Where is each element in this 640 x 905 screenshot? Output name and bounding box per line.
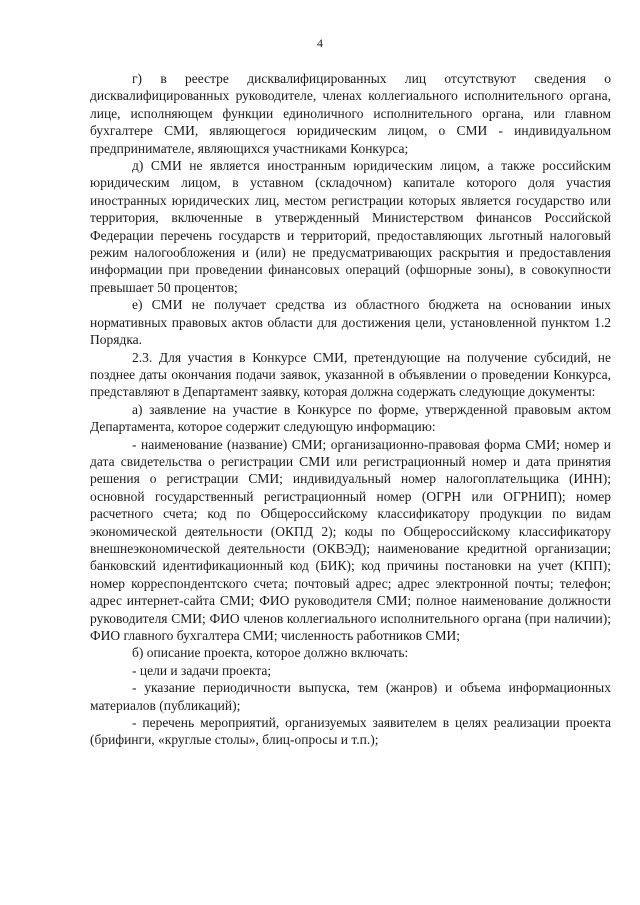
paragraph-application-info: - наименование (название) СМИ; организационно-правовая форма СМИ; номер и дата свидетельства о регистрации СМИ или регистрационный номер и дата принятия решения о регистрации СМИ; индивидуальный номер налогоплательщика (ИНН); основной государственный регистрационный номер (ОГРН или ОГРНИП); номер расчетного счета; код по Общероссийскому классификатору продукции по видам экономической деятельности (ОКПД 2); коды по Общероссийскому классификатору внешнеэкономической деятельности (ОКВЭД); наименование кредитной организации; банковский идентификационный код (БИК); код причины постановки на учет (КПП); номер корреспондентского счета; почтовый адрес; адрес электронной почты; телефон; адрес интернет-сайта СМИ; ФИО руководителя СМИ; полное наименование должности руководителя СМИ; ФИО членов коллегиального исполнительного органа (при наличии); ФИО главного бухгалтера СМИ; численность работников СМИ; — [90, 436, 611, 643]
paragraph-d: д) СМИ не является иностранным юридическим лицом, а также российским юридическим лицом, в уставном (складочном) капитале которого доля участия иностранных юридических лиц, местом регистрации которых является государство или территория, включенные в утвержденный Министерством финансов Российской Федерации перечень государств и территорий, предоставляющих льготный налоговый режим налогообложения и (или) не предусматривающих раскрытия и предоставления информации при проведении финансовых операций (офшорные зоны), в совокупности превышает 50 процентов; — [90, 158, 611, 295]
paragraph-a: а) заявление на участие в Конкурсе по форме, утвержденной правовым актом Департамента, которое содержит следующую информацию: — [90, 401, 611, 435]
paragraph-goals: - цели и задачи проекта; — [132, 662, 272, 678]
document-body — [90, 70, 611, 749]
paragraph-events: - перечень мероприятий, организуемых заявителем в целях реализации проекта (брифинги, «круглые столы», блиц-опросы и т.п.); — [90, 715, 611, 748]
paragraph-periodicity: - указание периодичности выпуска, тем (жанров) и объема информационных материалов (публикаций); — [90, 680, 611, 713]
paragraph-2-3: 2.3. Для участия в Конкурсе СМИ, претендующие на получение субсидий, не позднее даты окончания подачи заявок, указанной в объявлении о проведении Конкурса, представляют в Департамент заявку, которая должна содержать следующие документы: — [90, 349, 611, 400]
page-number: 4 — [317, 36, 323, 50]
paragraph-g: г) в реестре дисквалифицированных лиц отсутствуют сведения о дисквалифицированных руководителе, членах коллегиального исполнительного органа, лице, исполняющем функции единоличного исполнительного органа, или главном бухгалтере СМИ, являющегося юридическим лицом, о СМИ - индивидуальном предпринимателе, являющихся участниками Конкурса; — [90, 71, 611, 156]
paragraph-b: б) описание проекта, которое должно включать: — [132, 645, 409, 661]
paragraph-e: е) СМИ не получает средства из областного бюджета на основании иных нормативных правовых актов области для достижения цели, установленной пунктом 1.2 Порядка. — [90, 297, 611, 348]
